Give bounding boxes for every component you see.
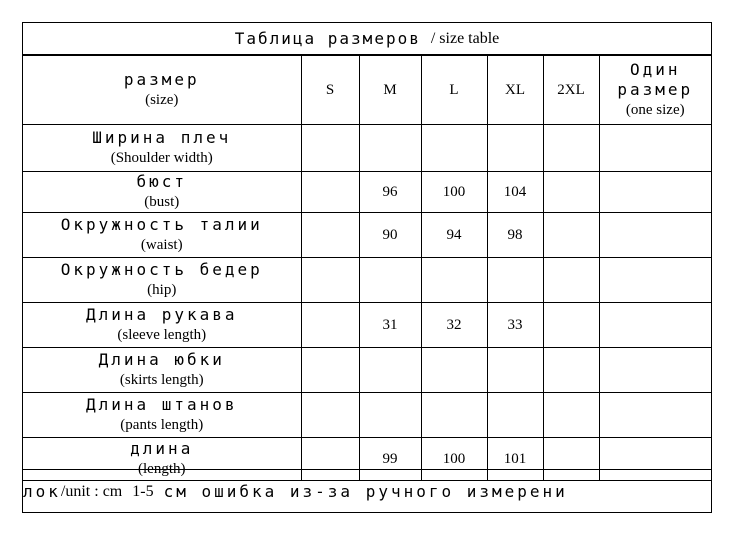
- table-row: [23, 348, 711, 393]
- table-cell: [599, 303, 711, 348]
- table-cell: 33: [487, 303, 543, 348]
- row-label-ru: Окружность бедер: [60, 260, 263, 279]
- table-title: [23, 23, 711, 55]
- row-label-en: (bust): [144, 194, 180, 210]
- table-cell: [543, 393, 599, 438]
- row-label-ru: Длина юбки: [98, 350, 225, 369]
- row-label-ru: Окружность талии: [60, 215, 263, 234]
- row-label: [23, 348, 301, 393]
- table-row: [23, 213, 711, 258]
- table-cell: 32: [421, 303, 487, 348]
- table-cell: 31: [359, 303, 421, 348]
- row-label-ru: Длина штанов: [85, 395, 238, 414]
- table-cell: [487, 348, 543, 393]
- table-cell: 100: [421, 438, 487, 481]
- table-cell: [599, 172, 711, 213]
- table-cell: [301, 213, 359, 258]
- table-cell: [543, 213, 599, 258]
- table-cell: [301, 172, 359, 213]
- table-cell: 101: [487, 438, 543, 481]
- header-size-ru: размер: [123, 70, 200, 89]
- table-cell: [543, 172, 599, 213]
- row-label-en: (sleeve length): [117, 327, 207, 343]
- table-cell: [301, 393, 359, 438]
- table-cell: [543, 258, 599, 303]
- table-cell: 99: [359, 438, 421, 481]
- row-label: [23, 258, 301, 303]
- table-cell: [599, 258, 711, 303]
- table-cell: 100: [421, 172, 487, 213]
- one-size-en: (one size): [625, 102, 685, 118]
- row-label: [23, 172, 301, 213]
- header-size-label: [23, 56, 301, 125]
- row-label-en: (skirts length): [119, 372, 204, 388]
- table-cell: [487, 258, 543, 303]
- table-cell: [543, 303, 599, 348]
- title-separator: /: [430, 29, 436, 47]
- row-label-ru: Длина рукава: [85, 305, 238, 324]
- footer-unit: /unit : cm: [60, 482, 123, 500]
- table-cell: [301, 303, 359, 348]
- table-cell: [421, 125, 487, 172]
- title-ru: Таблица размеров: [234, 29, 421, 48]
- row-label-en: (hip): [147, 282, 177, 298]
- table-cell: [301, 348, 359, 393]
- row-label-ru: Ширина плеч: [92, 128, 232, 147]
- table-cell: [599, 393, 711, 438]
- header-size-l: L: [421, 56, 487, 125]
- header-size-m: M: [359, 56, 421, 125]
- row-label-en: (pants length): [120, 417, 204, 433]
- row-label: [23, 393, 301, 438]
- header-row: [23, 56, 711, 125]
- table-cell: [359, 125, 421, 172]
- header-size-en: (size): [145, 92, 179, 108]
- table-row: [23, 125, 711, 172]
- table-cell: [421, 258, 487, 303]
- table-cell: [487, 125, 543, 172]
- table-cell: [359, 348, 421, 393]
- row-label-ru: бюст: [136, 172, 188, 191]
- row-label: [23, 125, 301, 172]
- row-label: [23, 213, 301, 258]
- footer-lead-ru: лок: [23, 482, 61, 501]
- size-table-sheet: [22, 22, 712, 513]
- size-table: [23, 55, 711, 481]
- row-label-en: (length): [138, 461, 186, 477]
- table-cell: [301, 258, 359, 303]
- table-cell: 94: [421, 213, 487, 258]
- row-label: [23, 303, 301, 348]
- table-row: [23, 393, 711, 438]
- table-cell: [301, 125, 359, 172]
- table-cell: 104: [487, 172, 543, 213]
- table-cell: [359, 393, 421, 438]
- row-label-en: (waist): [140, 237, 183, 253]
- table-row: [23, 172, 711, 213]
- table-row: [23, 258, 711, 303]
- table-cell: [359, 258, 421, 303]
- footer-range: 1-5: [132, 482, 154, 500]
- header-one-size: [599, 56, 711, 125]
- row-label-ru: длина: [130, 439, 194, 458]
- header-size-xl: XL: [487, 56, 543, 125]
- table-cell: 98: [487, 213, 543, 258]
- table-cell: 90: [359, 213, 421, 258]
- table-row: [23, 303, 711, 348]
- row-label-en: (Shoulder width): [110, 150, 213, 166]
- one-size-ru: Один размер: [617, 60, 694, 99]
- table-cell: 96: [359, 172, 421, 213]
- table-cell: [599, 348, 711, 393]
- table-cell: [543, 348, 599, 393]
- table-cell: [421, 348, 487, 393]
- footer-note-ru: см ошибка из-за ручного измерени: [163, 482, 568, 501]
- footer-note: [23, 469, 711, 513]
- header-size-s: S: [301, 56, 359, 125]
- table-cell: [421, 393, 487, 438]
- header-size-2xl: 2XL: [543, 56, 599, 125]
- table-cell: [599, 125, 711, 172]
- table-cell: [487, 393, 543, 438]
- title-en: size table: [439, 29, 500, 47]
- table-cell: [543, 125, 599, 172]
- table-cell: [599, 213, 711, 258]
